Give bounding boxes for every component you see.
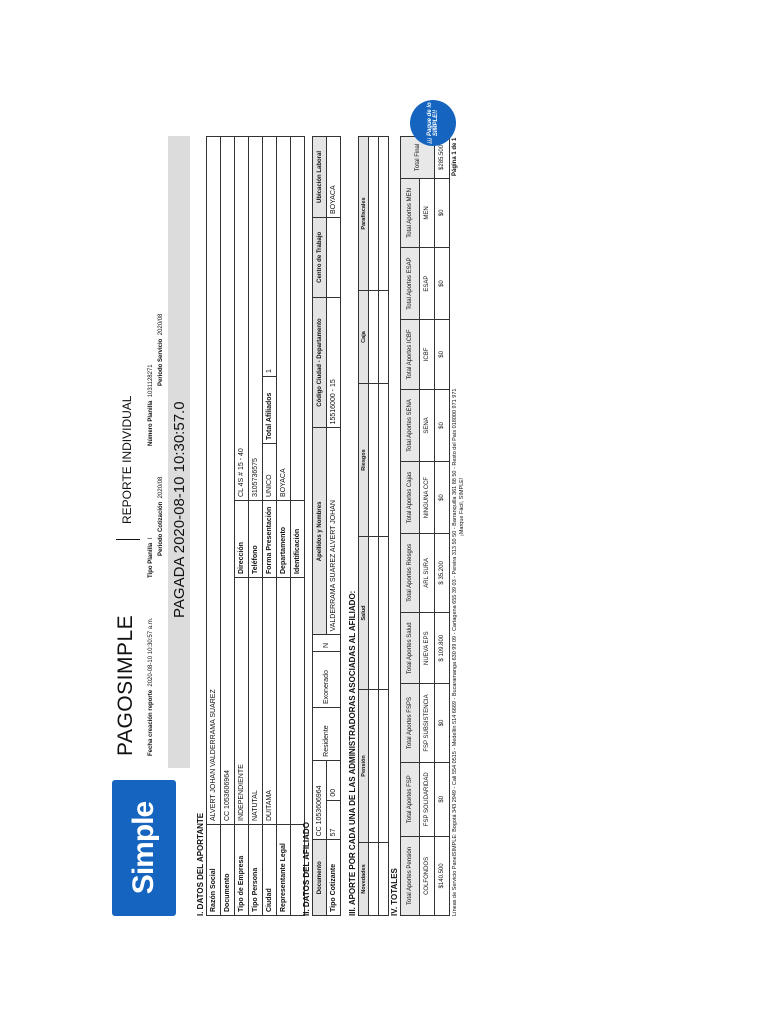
- codigo-ciudad-value: 15516000 - 15: [327, 297, 341, 428]
- representante-label: Representante Legal: [277, 825, 291, 916]
- section-totales: IV. TOTALES: [390, 868, 399, 916]
- band-parafiscales: Parafiscales: [359, 137, 369, 291]
- band-riesgos: Riesgos: [359, 384, 369, 537]
- footer-slogan: ¡Marque Fácil, SIMPLE!: [459, 477, 465, 536]
- documento-value: CC 1053606964: [221, 137, 235, 825]
- total-entity: ICBF: [420, 320, 435, 389]
- tipo-cotizante-label: Tipo Cotizante: [327, 840, 341, 916]
- aportes-cell: [369, 384, 379, 537]
- section-aportante: I. DATOS DEL APORTANTE: [196, 812, 205, 916]
- apellidos-value: VALDERRAMA SUAREZ ALVERT JOHAN: [327, 428, 341, 635]
- total-value: $0: [435, 462, 450, 533]
- afiliado-documento-value: CC 1053606964: [313, 760, 327, 840]
- total-value: $0: [435, 684, 450, 762]
- telefono-value: 3105736575: [249, 137, 263, 501]
- total-entity: NINGUNA CCF: [420, 462, 435, 533]
- total-afiliados-value: 1: [263, 137, 277, 377]
- tipo-cotizante-value: 57: [327, 800, 341, 840]
- total-entity: SENA: [420, 389, 435, 462]
- total-value: $0: [435, 247, 450, 319]
- tipo-persona-value: NATUTAL: [249, 578, 263, 825]
- section-aportes: III. APORTE POR CADA UNA DE LAS ADMINISTRADORAS ASOCIADAS AL AFILIADO:: [348, 590, 357, 916]
- footer-service-lines: Líneas de Servicio PanelSIMPLE: Bogotá 343 2949 - Cali 554 0515 - Medellín 514 6669 - Bucaramanga 630 99 09 - Cartagena 655 39 03 - Pereira 313 50 50 - Barranquilla 361 88 50 - Resto del País 018000 971 971: [452, 388, 458, 916]
- total-value: $0: [435, 320, 450, 389]
- total-header: Total Aportes SENA: [401, 389, 420, 462]
- periodo-cotizacion: Periodo Cotización 2020/08: [158, 476, 164, 556]
- page-number: Página 1 de 1: [452, 137, 458, 176]
- total-afiliados-label: Total Afiliados: [263, 377, 277, 444]
- total-value: $0: [435, 762, 450, 836]
- exonerado-label: Exonerado: [313, 651, 341, 707]
- band-caja: Caja: [359, 291, 369, 384]
- ubicacion-value: BOYACA: [327, 137, 341, 218]
- subtipo-value: 00: [327, 760, 341, 800]
- section-afiliado: II. DATOS DEL AFILIADO: [302, 822, 311, 916]
- total-final-header: Total Final: [401, 137, 435, 179]
- total-header: Total Aportes ICBF: [401, 320, 420, 389]
- representante-value: [277, 578, 291, 825]
- aportes-cell: [379, 690, 389, 843]
- tipo-empresa-label: Tipo de Empresa: [235, 825, 249, 916]
- paid-banner: PAGADA 2020-08-10 10:30:57.0: [168, 136, 190, 768]
- rotated-report-page: [112, 102, 468, 916]
- total-header: Total Aportes MEN: [401, 178, 420, 247]
- total-entity: ESAP: [420, 247, 435, 319]
- departamento-value: BOYACA: [277, 137, 291, 501]
- pague-simple-badge: ¡¡¡ Pague de lo SIMPLE!!: [410, 100, 456, 146]
- tipo-empresa-value: INDEPENDIENTE: [235, 578, 249, 825]
- total-header: Total Aportes FSP: [401, 762, 420, 836]
- total-value: $0: [435, 389, 450, 462]
- tipo-persona-label: Tipo Persona: [249, 825, 263, 916]
- documento-label: Documento: [221, 825, 235, 916]
- total-value: $ 35.200: [435, 533, 450, 612]
- residente-label: Residente: [313, 708, 341, 761]
- aportes-cell: [379, 384, 389, 537]
- telefono-label: Teléfono: [249, 501, 263, 578]
- total-value: $0: [435, 178, 450, 247]
- total-entity: MEN: [420, 178, 435, 247]
- band-salud: Salud: [359, 537, 369, 690]
- afiliado-documento-label: Documento: [313, 840, 327, 916]
- title-divider: [116, 539, 140, 540]
- ciudad-label: Ciudad: [263, 825, 277, 916]
- total-entity: NUEVA EPS: [420, 612, 435, 683]
- tipo-planilla: Tipo Planilla I: [148, 537, 154, 578]
- aportes-cell: [369, 843, 379, 916]
- numero-planilla: Número Planilla 1031128271: [148, 364, 154, 446]
- total-entity: FSP SUBSISTENCIA: [420, 684, 435, 762]
- aportes-cell: [369, 690, 379, 843]
- fecha-reporte: Fecha creación reporte 2020-08-10 10:30:57 a.m.: [148, 617, 154, 756]
- total-header: Total Aportes Pensión: [401, 836, 420, 915]
- codigo-ciudad-label: Código Ciudad - Departamento: [313, 297, 327, 428]
- aportes-cell: [379, 291, 389, 384]
- forma-label: Forma Presentación: [263, 501, 277, 578]
- total-final-value: $285.500: [435, 137, 450, 179]
- ubicacion-label: Ubicación Laboral: [313, 137, 327, 218]
- aportes-cell: [379, 137, 389, 291]
- total-value: $ 109.800: [435, 612, 450, 683]
- identificacion-value: [291, 137, 305, 501]
- aportes-cell: [369, 137, 379, 291]
- total-header: Total Aportes Riesgos: [401, 533, 420, 612]
- ciudad-value: DUITAMA: [263, 578, 277, 825]
- aportes-cell: [379, 843, 389, 916]
- aportes-table: [358, 136, 389, 916]
- aportes-cell: [379, 537, 389, 690]
- centro-trabajo-value: [327, 218, 341, 298]
- spacer-value: [291, 578, 305, 825]
- aportes-cell: [369, 291, 379, 384]
- direccion-label: Dirección: [235, 501, 249, 578]
- identificacion-label: Identificación: [291, 501, 305, 578]
- total-entity: FSP SOLIDARIDAD: [420, 762, 435, 836]
- report-subtitle: REPORTE INDIVIDUAL: [120, 395, 134, 524]
- band-novedades: Novedades: [359, 843, 369, 916]
- simple-logo: Simple: [112, 780, 176, 916]
- totales-table: [400, 136, 450, 916]
- razon-social-label: Razón Social: [207, 825, 221, 916]
- afiliado-table: [312, 136, 341, 916]
- total-header: Total Aportes FSPS: [401, 684, 420, 762]
- periodo-servicio: Periodo Servicio 2020/08: [158, 313, 164, 386]
- band-pension: Pensión: [359, 690, 369, 843]
- total-entity: ARL SURA: [420, 533, 435, 612]
- total-header: Total Aportes Salud: [401, 612, 420, 683]
- total-entity: COLFONDOS: [420, 836, 435, 915]
- departamento-label: Departamento: [277, 501, 291, 578]
- total-header: Total Aportes ESAP: [401, 247, 420, 319]
- centro-trabajo-label: Centro de Trabajo: [313, 218, 327, 298]
- apellidos-label: Apellidos y Nombres: [313, 428, 327, 635]
- total-header: Total Aportes Cajas: [401, 462, 420, 533]
- report-title: PAGOSIMPLE: [114, 614, 137, 756]
- total-value: $140.500: [435, 836, 450, 915]
- direccion-value: CL 4S # 15 - 40: [235, 137, 249, 501]
- razon-social-value: ALVERT JOHAN VALDERRAMA SUAREZ: [207, 137, 221, 825]
- aportes-cell: [369, 537, 379, 690]
- exonerado-value: N: [313, 635, 341, 652]
- forma-value: UNICO: [263, 444, 277, 501]
- aportante-table: [206, 136, 305, 916]
